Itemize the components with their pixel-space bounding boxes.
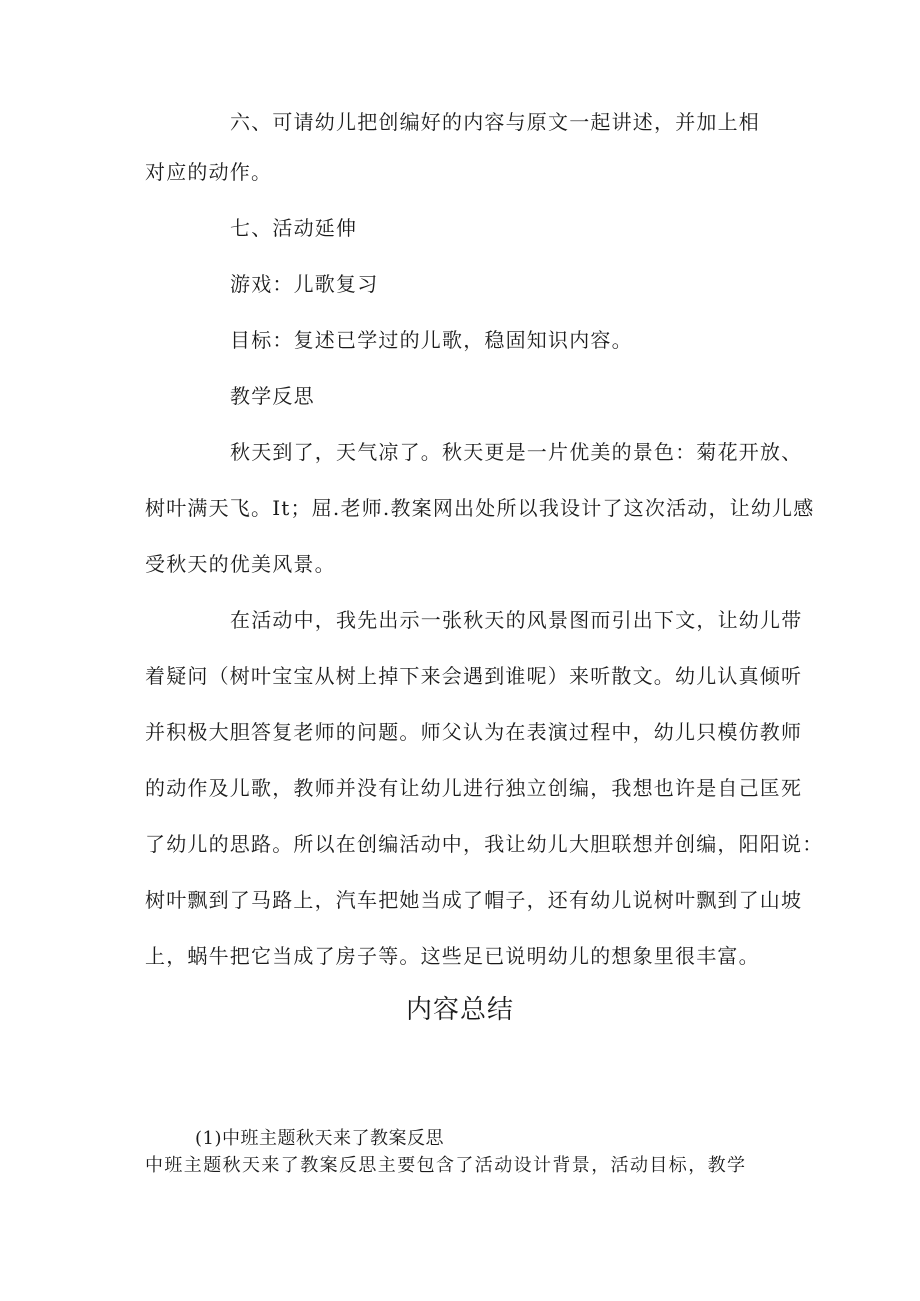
paragraph-line: 上，蜗牛把它当成了房子等。这些足已说明幼儿的想象里很丰富。 xyxy=(145,944,760,968)
section-heading: 七、活动延伸 xyxy=(230,216,358,240)
paragraph-line: 对应的动作。 xyxy=(145,160,273,184)
paragraph-line: 树叶满天飞。It；屈.老师.教案网出处所以我设计了这次活动，让幼儿感 xyxy=(145,496,815,520)
paragraph-line: 秋天到了，天气凉了。秋天更是一片优美的景色：菊花开放、 xyxy=(230,440,803,464)
paragraph-line: 六、可请幼儿把创编好的内容与原文一起讲述，并加上相 xyxy=(230,110,760,134)
section-heading: 教学反思 xyxy=(230,384,315,408)
summary-heading: 内容总结 xyxy=(405,995,514,1025)
paragraph-line: 并积极大胆答复老师的问题。师父认为在表演过程中，幼儿只模仿教师 xyxy=(145,720,803,744)
paragraph-line: 游戏：儿歌复习 xyxy=(230,272,379,296)
summary-item-text: 中班主题秋天来了教案反思主要包含了活动设计背景，活动目标，教学 xyxy=(145,1155,747,1176)
paragraph-line: 的动作及儿歌，教师并没有让幼儿进行独立创编，我想也许是自己匡死 xyxy=(145,776,803,800)
paragraph-line: 目标：复述已学过的儿歌，稳固知识内容。 xyxy=(230,328,633,352)
paragraph-line: 受秋天的优美风景。 xyxy=(145,552,336,576)
paragraph-line: 树叶飘到了马路上，汽车把她当成了帽子，还有幼儿说树叶飘到了山坡 xyxy=(145,888,803,912)
summary-item-title: (1)中班主题秋天来了教案反思 xyxy=(195,1128,444,1149)
paragraph-line: 着疑问（树叶宝宝从树上掉下来会遇到谁呢）来听散文。幼儿认真倾听 xyxy=(145,664,803,688)
paragraph-line: 在活动中，我先出示一张秋天的风景图而引出下文，让幼儿带 xyxy=(230,608,803,632)
paragraph-line: 了幼儿的思路。所以在创编活动中，我让幼儿大胆联想并创编，阳阳说： xyxy=(145,832,824,856)
